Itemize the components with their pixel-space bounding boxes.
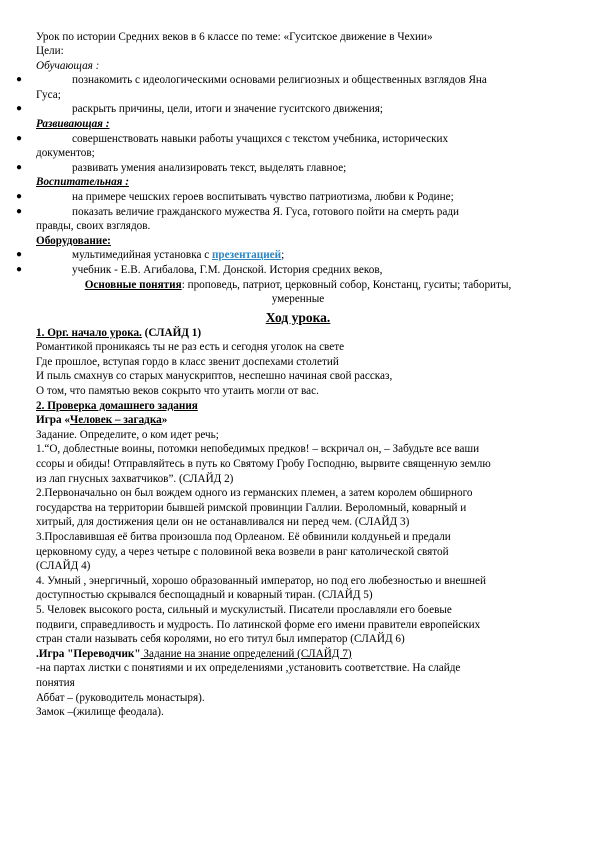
riddle-4: 4. Умный , энергичный, хорошо образованный император, но под его любезностью и внешней доступностью скрывался беспощадный и коварный тиран. (СЛАЙД 5) [36,574,486,602]
list-item: ● учебник - Е.В. Агибалова, Г.М. Донской. История средних веков, [16,263,383,276]
equipment-label: Оборудование: [36,234,111,247]
document-page [16,30,560,720]
list-item: ● мультимедийная установка с презентацией; [16,249,285,262]
bullet-icon: ● [16,74,23,86]
list-item: ● на примере чешских героев воспитывать чувство патриотизма, любви к Родине; [16,190,454,203]
bullet-icon: ● [16,132,23,144]
game-2-description: -на партах листки с понятиями и их определениями ,установить соответствие. На слайде понятия [36,662,461,689]
riddle-3: 3.Прославившая её битва произошла под Орлеаном. Её обвинили колдуньей и предали церковному суду, а через четыре с половиной века возвели в ранг католической святой (СЛАЙД 4) [36,531,451,573]
lesson-title: Урок по истории Средних веков в 6 классе по теме: «Гуситское движение в Чехии» [36,31,433,43]
poem-line: И пыль смахнув со старых манускриптов, неспешно начиная свой рассказ, [36,370,393,383]
poem-line: Романтикой проникаясь ты не раз есть и сегодня уголок на свете [36,341,345,354]
list-item: ● развивать умения анализировать текст, выделять главное; [16,161,347,174]
list-item: ● познакомить с идеологическими основами религиозных и общественных взглядов Яна Гуса; [16,74,487,101]
section-2-heading: 2. Проверка домашнего задания [36,399,198,412]
riddle-1: 1.“О, доблестные воины, потомки непобедимых предков! – вскричал он, – Забудьте все ваши ссоры и обиды! Отправляйтесь в путь ко Святому Гробу Господню, вырвите священную землю из лап гнусных захватчиков”. (СЛАЙД 2) [36,443,491,485]
poem-line: Где прошлое, вступая гордо в класс звенит доспехами столетий [36,355,339,368]
bullet-icon: ● [16,205,23,217]
goals-label: Цели: [36,45,64,57]
upbringing-label: Воспитательная : [36,176,129,189]
presentation-link[interactable]: презентацией [211,249,282,262]
teaching-label: Обучающая : [36,59,100,72]
bullet-icon: ● [16,103,23,115]
developing-label: Развивающая : [36,117,110,130]
riddle-5: 5. Человек высокого роста, сильный и мускулистый. Писатели прославляли его боевые подвиги, справедливость и мудрость. По латинской форме его имени правители европейских стран стали называть себя королями, но его титул был император (СЛАЙД 6) [36,603,481,646]
task-text: Задание. Определите, о ком идет речь; [36,428,219,441]
game-2-heading: .Игра "Переводчик" Задание на знание определений (СЛАЙД 7) [36,647,352,660]
definition-item: Замок –(жилище феодала). [36,706,164,719]
list-item: ● раскрыть причины, цели, итоги и значение гуситского движения; [16,103,384,116]
lesson-heading: Ход урока. [265,309,331,325]
concepts-line-2: умеренные [271,293,325,306]
list-item: ● показать величие гражданского мужества Я. Гуса, готового пойти на смерть ради правды, своих взглядов. [16,205,459,233]
definition-item: Аббат – (руководитель монастыря). [36,691,205,704]
game-1-heading: Игра «Человек – загадка» [36,414,168,427]
section-1-heading: 1. Орг. начало урока. (СЛАЙД 1) [36,326,202,339]
riddle-2: 2.Первоначально он был вождем одного из германских племен, а затем королем обширного государства на территории бывшей римской провинции Галлии. Вероломный, коварный и хитрый, для достижения цели он не останавливался ни перед чем. (СЛАЙД 3) [36,487,473,529]
bullet-icon: ● [16,161,23,173]
concepts-line: Основные понятия: проповедь, патриот, церковный собор, Констанц, гуситы; табориты, [84,278,512,291]
list-item: ● совершенствовать навыки работы учащихся с текстом учебника, исторических документов; [16,132,449,160]
bullet-icon: ● [16,263,23,275]
bullet-icon: ● [16,190,23,202]
bullet-icon: ● [16,249,23,261]
poem-line: О том, что памятью веков сокрыто что утаить могли от вас. [36,385,319,398]
